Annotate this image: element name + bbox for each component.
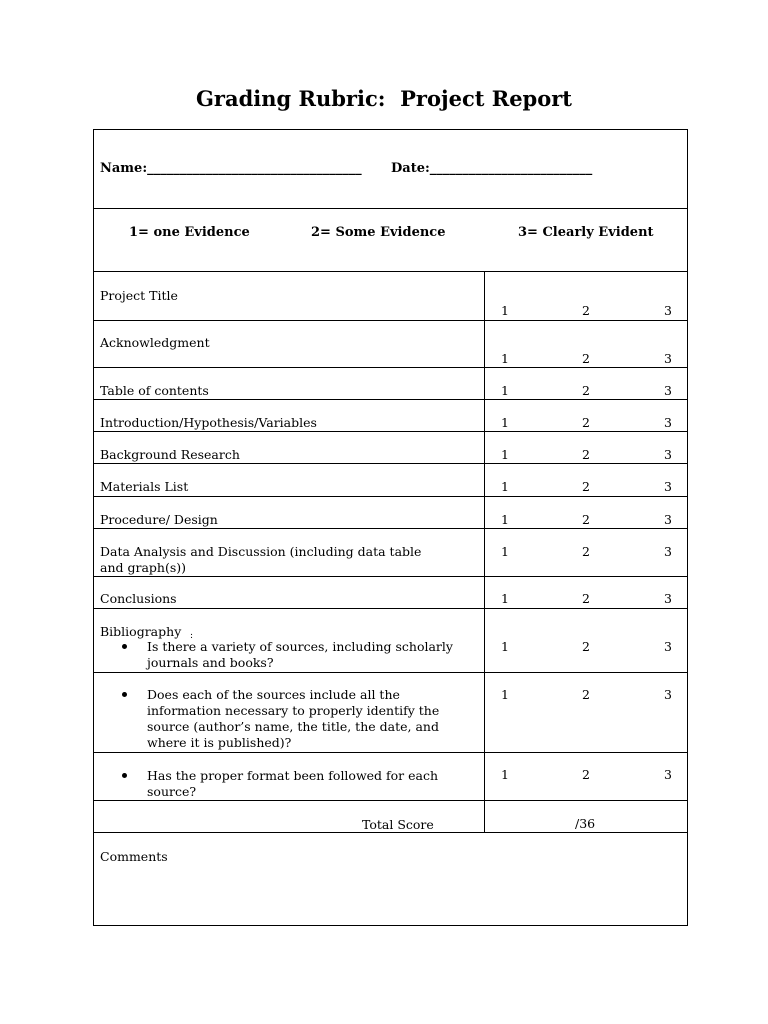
score-3[interactable]: 3 [664, 591, 672, 606]
divider [93, 672, 688, 673]
row-label-table-of-contents: Table of contents [100, 383, 209, 398]
row-label-acknowledgment: Acknowledgment [100, 335, 210, 350]
divider [93, 496, 688, 497]
score-3[interactable]: 3 [664, 544, 672, 559]
divider [93, 367, 688, 368]
divider [93, 800, 688, 801]
row-label-procedure-design: Procedure/ Design [100, 512, 218, 527]
score-1[interactable]: 1 [501, 591, 509, 606]
divider [93, 431, 688, 432]
row-label-data-analysis-line1: Data Analysis and Discussion (including data table [100, 544, 422, 559]
scale-clearly-evident: 3= Clearly Evident [518, 225, 654, 240]
divider [93, 399, 688, 400]
row-label-project-title: Project Title [100, 288, 178, 303]
score-2[interactable]: 2 [582, 767, 590, 782]
score-3[interactable]: 3 [664, 767, 672, 782]
score-column-divider [484, 271, 485, 832]
total-score-label: Total Score [362, 817, 434, 832]
scale-one-evidence: 1= one Evidence [129, 225, 250, 240]
bib-item-format: Has the proper format been followed for each source? [147, 768, 439, 799]
row-label-conclusions: Conclusions [100, 591, 177, 606]
score-3[interactable]: 3 [664, 447, 672, 462]
row-label-background-research: Background Research [100, 447, 240, 462]
name-field[interactable]: Name:_________________________________ [100, 161, 362, 176]
score-1[interactable]: 1 [501, 639, 509, 654]
score-2[interactable]: 2 [582, 591, 590, 606]
score-2[interactable]: 2 [582, 639, 590, 654]
date-field[interactable]: Date:_________________________ [391, 161, 593, 176]
score-1[interactable]: 1 [501, 303, 509, 318]
score-3[interactable]: 3 [664, 415, 672, 430]
score-1[interactable]: 1 [501, 687, 509, 702]
score-3[interactable]: 3 [664, 512, 672, 527]
divider [93, 576, 688, 577]
divider [93, 208, 688, 209]
score-3[interactable]: 3 [664, 687, 672, 702]
comments-area[interactable] [94, 870, 687, 925]
page-title: Grading Rubric: Project Report [195, 86, 573, 111]
score-1[interactable]: 1 [501, 767, 509, 782]
score-3[interactable]: 3 [664, 303, 672, 318]
score-3[interactable]: 3 [664, 351, 672, 366]
score-2[interactable]: 2 [582, 479, 590, 494]
total-score-value[interactable]: /36 [575, 816, 596, 831]
scale-some-evidence: 2= Some Evidence [311, 225, 446, 240]
row-label-materials-list: Materials List [100, 479, 189, 494]
bibliography-colon: : [190, 631, 194, 641]
divider [93, 463, 688, 464]
comments-label: Comments [100, 849, 168, 864]
score-1[interactable]: 1 [501, 447, 509, 462]
bullet-icon [122, 692, 127, 697]
bullet-icon [122, 773, 127, 778]
divider [93, 608, 688, 609]
score-2[interactable]: 2 [582, 415, 590, 430]
score-2[interactable]: 2 [582, 512, 590, 527]
score-2[interactable]: 2 [582, 351, 590, 366]
score-1[interactable]: 1 [501, 544, 509, 559]
row-label-introduction: Introduction/Hypothesis/Variables [100, 415, 317, 430]
score-1[interactable]: 1 [501, 512, 509, 527]
score-3[interactable]: 3 [664, 479, 672, 494]
bullet-icon [122, 644, 127, 649]
row-label-bibliography: Bibliography [100, 624, 182, 639]
bib-item-information: Does each of the sources include all the information necessary to properly identify the source (author’s name, the title, the date, and where it is published)? [147, 687, 440, 750]
score-2[interactable]: 2 [582, 447, 590, 462]
score-2[interactable]: 2 [582, 687, 590, 702]
divider [93, 271, 688, 272]
score-1[interactable]: 1 [501, 415, 509, 430]
score-2[interactable]: 2 [582, 303, 590, 318]
score-3[interactable]: 3 [664, 639, 672, 654]
score-2[interactable]: 2 [582, 544, 590, 559]
score-1[interactable]: 1 [501, 479, 509, 494]
divider [93, 320, 688, 321]
score-1[interactable]: 1 [501, 351, 509, 366]
divider [93, 528, 688, 529]
score-3[interactable]: 3 [664, 383, 672, 398]
score-1[interactable]: 1 [501, 383, 509, 398]
row-label-data-analysis-line2: and graph(s)) [100, 560, 187, 575]
score-2[interactable]: 2 [582, 383, 590, 398]
bib-item-variety: Is there a variety of sources, including scholarly journals and books? [147, 639, 453, 670]
divider [93, 752, 688, 753]
